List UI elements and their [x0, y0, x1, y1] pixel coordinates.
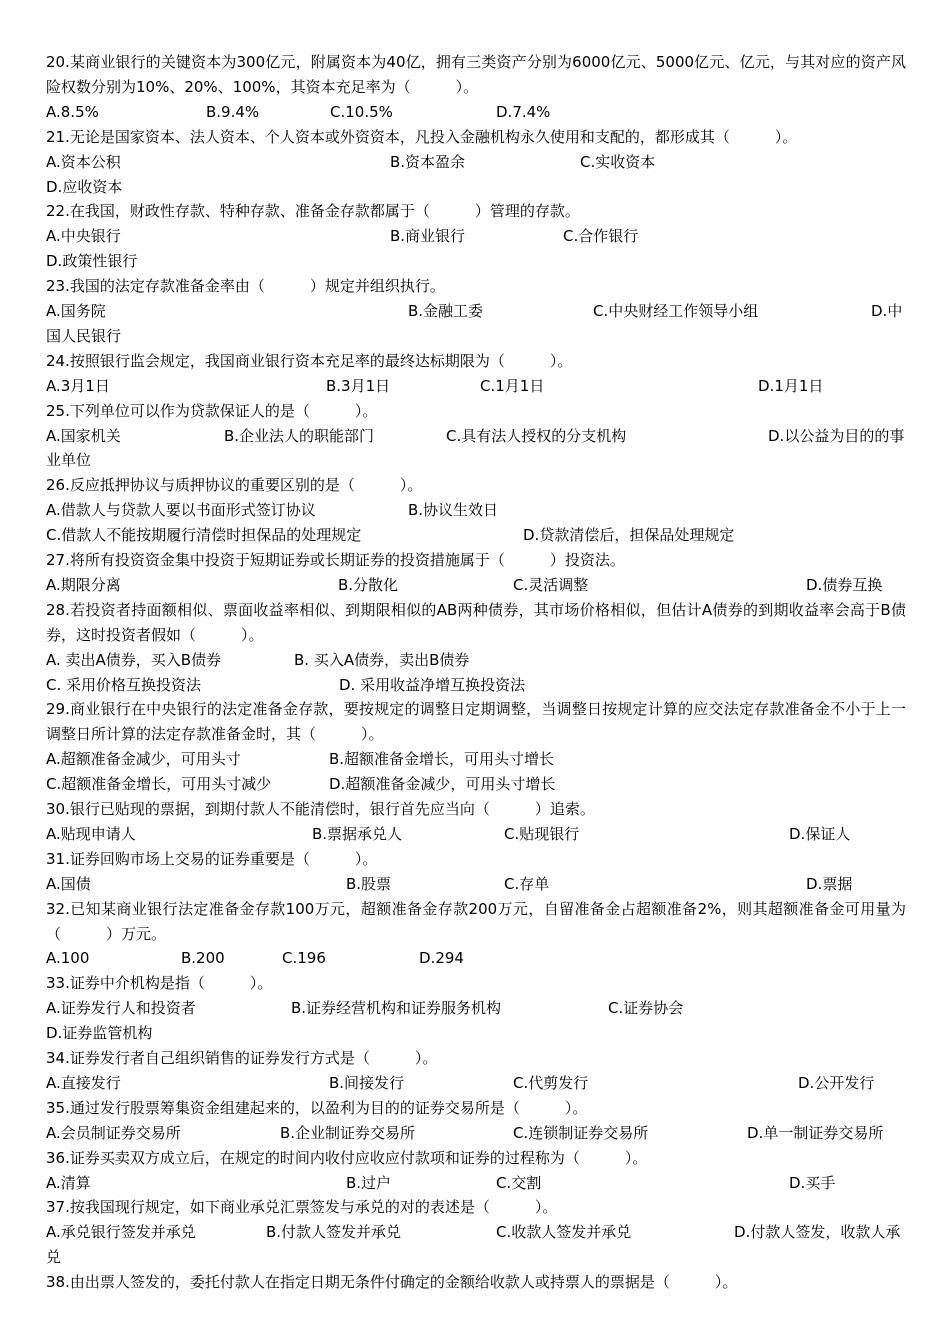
question-stem: 25.下列单位可以作为贷款保证人的是（ ）。	[46, 401, 378, 420]
option-c: C.超额准备金增长，可用头寸减少	[46, 775, 272, 794]
option-c: C.具有法人授权的分支机构	[446, 426, 627, 445]
options-row	[46, 224, 906, 274]
question-stem: 35.通过发行股票筹集资金组建起来的，以盈利为目的的证券交易所是（ ）。	[46, 1098, 588, 1117]
question-32	[46, 897, 906, 972]
option-a: A.中央银行	[46, 227, 121, 246]
option-c: C.196	[282, 949, 326, 968]
question-stem: 28.若投资者持面额相似、票面收益率相似、到期限相似的AB两种债券，其市场价格相似，但估计A债券的到期收益率会高于B债券，这时投资者假如（ ）。	[46, 600, 906, 644]
option-b: B.间接发行	[329, 1073, 405, 1092]
option-a: A.贴现申请人	[46, 824, 136, 843]
options-row	[46, 996, 906, 1046]
option-b: B.股票	[346, 874, 392, 893]
option-c: C.实收资本	[580, 152, 656, 171]
option-a: A.证券发行人和投资者	[46, 999, 196, 1018]
option-c: C.收款人签发并承兑	[496, 1223, 632, 1242]
option-b: B.企业制证券交易所	[280, 1123, 416, 1142]
question-stem: 24.按照银行监会规定，我国商业银行资本充足率的最终达标期限为（ ）。	[46, 351, 573, 370]
question-stem: 22.在我国，财政性存款、特种存款、准备金存款都属于（ ）管理的存款。	[46, 202, 580, 221]
question-37	[46, 1195, 906, 1270]
question-stem: 21.无论是国家资本、法人资本、个人资本或外资资本，凡投入金融机构永久使用和支配的，都形成其（ ）。	[46, 127, 798, 146]
option-c: C.中央财经工作领导小组	[593, 302, 759, 321]
question-22	[46, 199, 906, 274]
option-a: A.清算	[46, 1173, 91, 1192]
option-a: A.国务院	[46, 302, 106, 321]
question-27	[46, 548, 906, 598]
option-d: D.单一制证券交易所	[747, 1123, 884, 1142]
option-b: B.资本盈余	[390, 152, 466, 171]
options-row	[46, 1220, 906, 1270]
options-row	[46, 946, 906, 971]
exam-document	[46, 50, 906, 1295]
option-c: C.连锁制证券交易所	[513, 1123, 649, 1142]
option-a: A.3月1日	[46, 376, 110, 395]
question-stem: 20.某商业银行的关键资本为300亿元，附属资本为40亿，拥有三类资产分别为6000亿元、5000亿元、亿元，与其对应的资产风险权数分别为10%、20%、100%，其资本充足率为（ ）。	[46, 53, 906, 96]
option-d: D.政策性银行	[46, 252, 138, 271]
option-c: C.10.5%	[330, 102, 393, 121]
option-b: B.商业银行	[390, 227, 466, 246]
question-34	[46, 1046, 906, 1096]
question-stem: 23.我国的法定存款准备金率由（ ）规定并组织执行。	[46, 277, 445, 296]
option-c: C.贴现银行	[504, 824, 580, 843]
option-b: B.协议生效日	[408, 501, 499, 520]
option-b: B.9.4%	[206, 102, 260, 121]
option-b: B. 买入A债券，卖出B债券	[294, 650, 470, 669]
option-d: D.贷款清偿后，担保品处理规定	[523, 526, 735, 545]
option-d: D.294	[419, 949, 464, 968]
option-d: D.保证人	[789, 824, 851, 843]
option-c: C.代剪发行	[513, 1073, 589, 1092]
option-c: C.1月1日	[480, 376, 545, 395]
option-d: D.公开发行	[798, 1073, 875, 1092]
question-28	[46, 598, 906, 698]
option-b: B.200	[181, 949, 225, 968]
option-a: A.100	[46, 949, 90, 968]
question-36	[46, 1146, 906, 1196]
option-c: C.证券协会	[608, 999, 684, 1018]
question-stem: 36.证券买卖双方成立后，在规定的时间内收付应收应付款项和证券的过程称为（ ）。	[46, 1148, 648, 1167]
option-b: B.金融工委	[408, 302, 484, 321]
question-stem: 26.反应抵押协议与质押协议的重要区别的是（ ）。	[46, 476, 423, 495]
option-d: D.中国人民银行	[46, 302, 903, 345]
option-c: C.合作银行	[563, 227, 639, 246]
option-b: B.过户	[346, 1173, 392, 1192]
option-c: C.灵活调整	[513, 575, 589, 594]
question-26	[46, 473, 906, 548]
option-c: C. 采用价格互换投资法	[46, 675, 202, 694]
option-d: D.票据	[806, 874, 853, 893]
option-b: B.付款人签发并承兑	[266, 1223, 402, 1242]
question-25	[46, 399, 906, 474]
question-stem: 33.证券中介机构是指（ ）。	[46, 974, 273, 993]
option-a: A.承兑银行签发并承兑	[46, 1223, 196, 1242]
question-stem: 32.已知某商业银行法定准备金存款100万元，超额准备金存款200万元，自留准备金占超额准备2%，则其超额准备金可用量为（ ）万元。	[46, 899, 906, 943]
option-a: A.会员制证券交易所	[46, 1123, 181, 1142]
option-b: B.票据承兑人	[312, 824, 403, 843]
option-d: D.应收资本	[46, 177, 123, 196]
question-stem: 38.由出票人签发的，委托付款人在指定日期无条件付确定的金额给收款人或持票人的票据是（ ）。	[46, 1273, 738, 1292]
option-b: B.超额准备金增长，可用头寸增长	[329, 750, 555, 769]
option-a: A.资本公积	[46, 152, 121, 171]
option-b: B.证券经营机构和证券服务机构	[291, 999, 502, 1018]
question-stem: 29.商业银行在中央银行的法定准备金存款，要按规定的调整日定期调整，当调整日按规定计算的应交法定存款准备金不小于上一调整日所计算的法定存款准备金时，其（ ）。	[46, 700, 906, 744]
options-row	[46, 498, 906, 548]
option-b: B.3月1日	[326, 376, 391, 395]
question-21	[46, 125, 906, 200]
options-row	[46, 374, 906, 399]
option-a: A.国债	[46, 874, 91, 893]
question-stem: 30.银行已贴现的票据，到期付款人不能清偿时，银行首先应当向（ ）追索。	[46, 800, 595, 819]
option-d: D.债券互换	[806, 575, 883, 594]
question-24	[46, 349, 906, 399]
question-29	[46, 697, 906, 797]
question-31	[46, 847, 906, 897]
options-row	[46, 1121, 906, 1146]
option-d: D.7.4%	[496, 102, 551, 121]
question-23	[46, 274, 906, 349]
option-a: A.超额准备金减少，可用头寸	[46, 750, 241, 769]
options-row	[46, 299, 906, 349]
options-row	[46, 1071, 906, 1096]
option-a: A. 卖出A债券，买入B债券	[46, 650, 222, 669]
question-30	[46, 797, 906, 847]
option-b: B.企业法人的职能部门	[224, 426, 375, 445]
options-row	[46, 822, 906, 847]
question-stem: 37.按我国现行规定，如下商业承兑汇票签发与承兑的对的表述是（ ）。	[46, 1198, 558, 1217]
options-row	[46, 747, 906, 797]
option-c: C.借款人不能按期履行清偿时担保品的处理规定	[46, 526, 362, 545]
options-row	[46, 573, 906, 598]
options-row	[46, 150, 906, 200]
options-row	[46, 100, 906, 125]
question-38	[46, 1270, 906, 1295]
question-35	[46, 1096, 906, 1146]
option-d: D. 采用收益净增互换投资法	[339, 675, 526, 694]
option-a: A.借款人与贷款人要以书面形式签订协议	[46, 501, 316, 520]
options-row	[46, 872, 906, 897]
options-row	[46, 424, 906, 474]
option-b: B.分散化	[338, 575, 399, 594]
question-stem: 27.将所有投资资金集中投资于短期证券或长期证券的投资措施属于（ ）投资法。	[46, 551, 625, 570]
question-20	[46, 50, 906, 125]
question-stem: 31.证券回购市场上交易的证券重要是（ ）。	[46, 849, 378, 868]
option-a: A.国家机关	[46, 426, 121, 445]
option-d: D.买手	[789, 1173, 836, 1192]
option-d: D.证券监管机构	[46, 1024, 153, 1043]
option-a: A.期限分离	[46, 575, 121, 594]
option-a: A.8.5%	[46, 102, 99, 121]
option-d: D.以公益为目的的事业单位	[46, 426, 905, 470]
question-33	[46, 971, 906, 1046]
options-row	[46, 648, 906, 698]
option-c: C.存单	[504, 874, 550, 893]
option-d: D.超额准备金减少，可用头寸增长	[329, 775, 556, 794]
option-d: D.1月1日	[758, 376, 824, 395]
options-row	[46, 1171, 906, 1196]
option-a: A.直接发行	[46, 1073, 121, 1092]
option-d: D.付款人签发，收款人承兑	[46, 1223, 901, 1267]
question-stem: 34.证券发行者自己组织销售的证券发行方式是（ ）。	[46, 1049, 438, 1068]
option-c: C.交割	[496, 1173, 542, 1192]
